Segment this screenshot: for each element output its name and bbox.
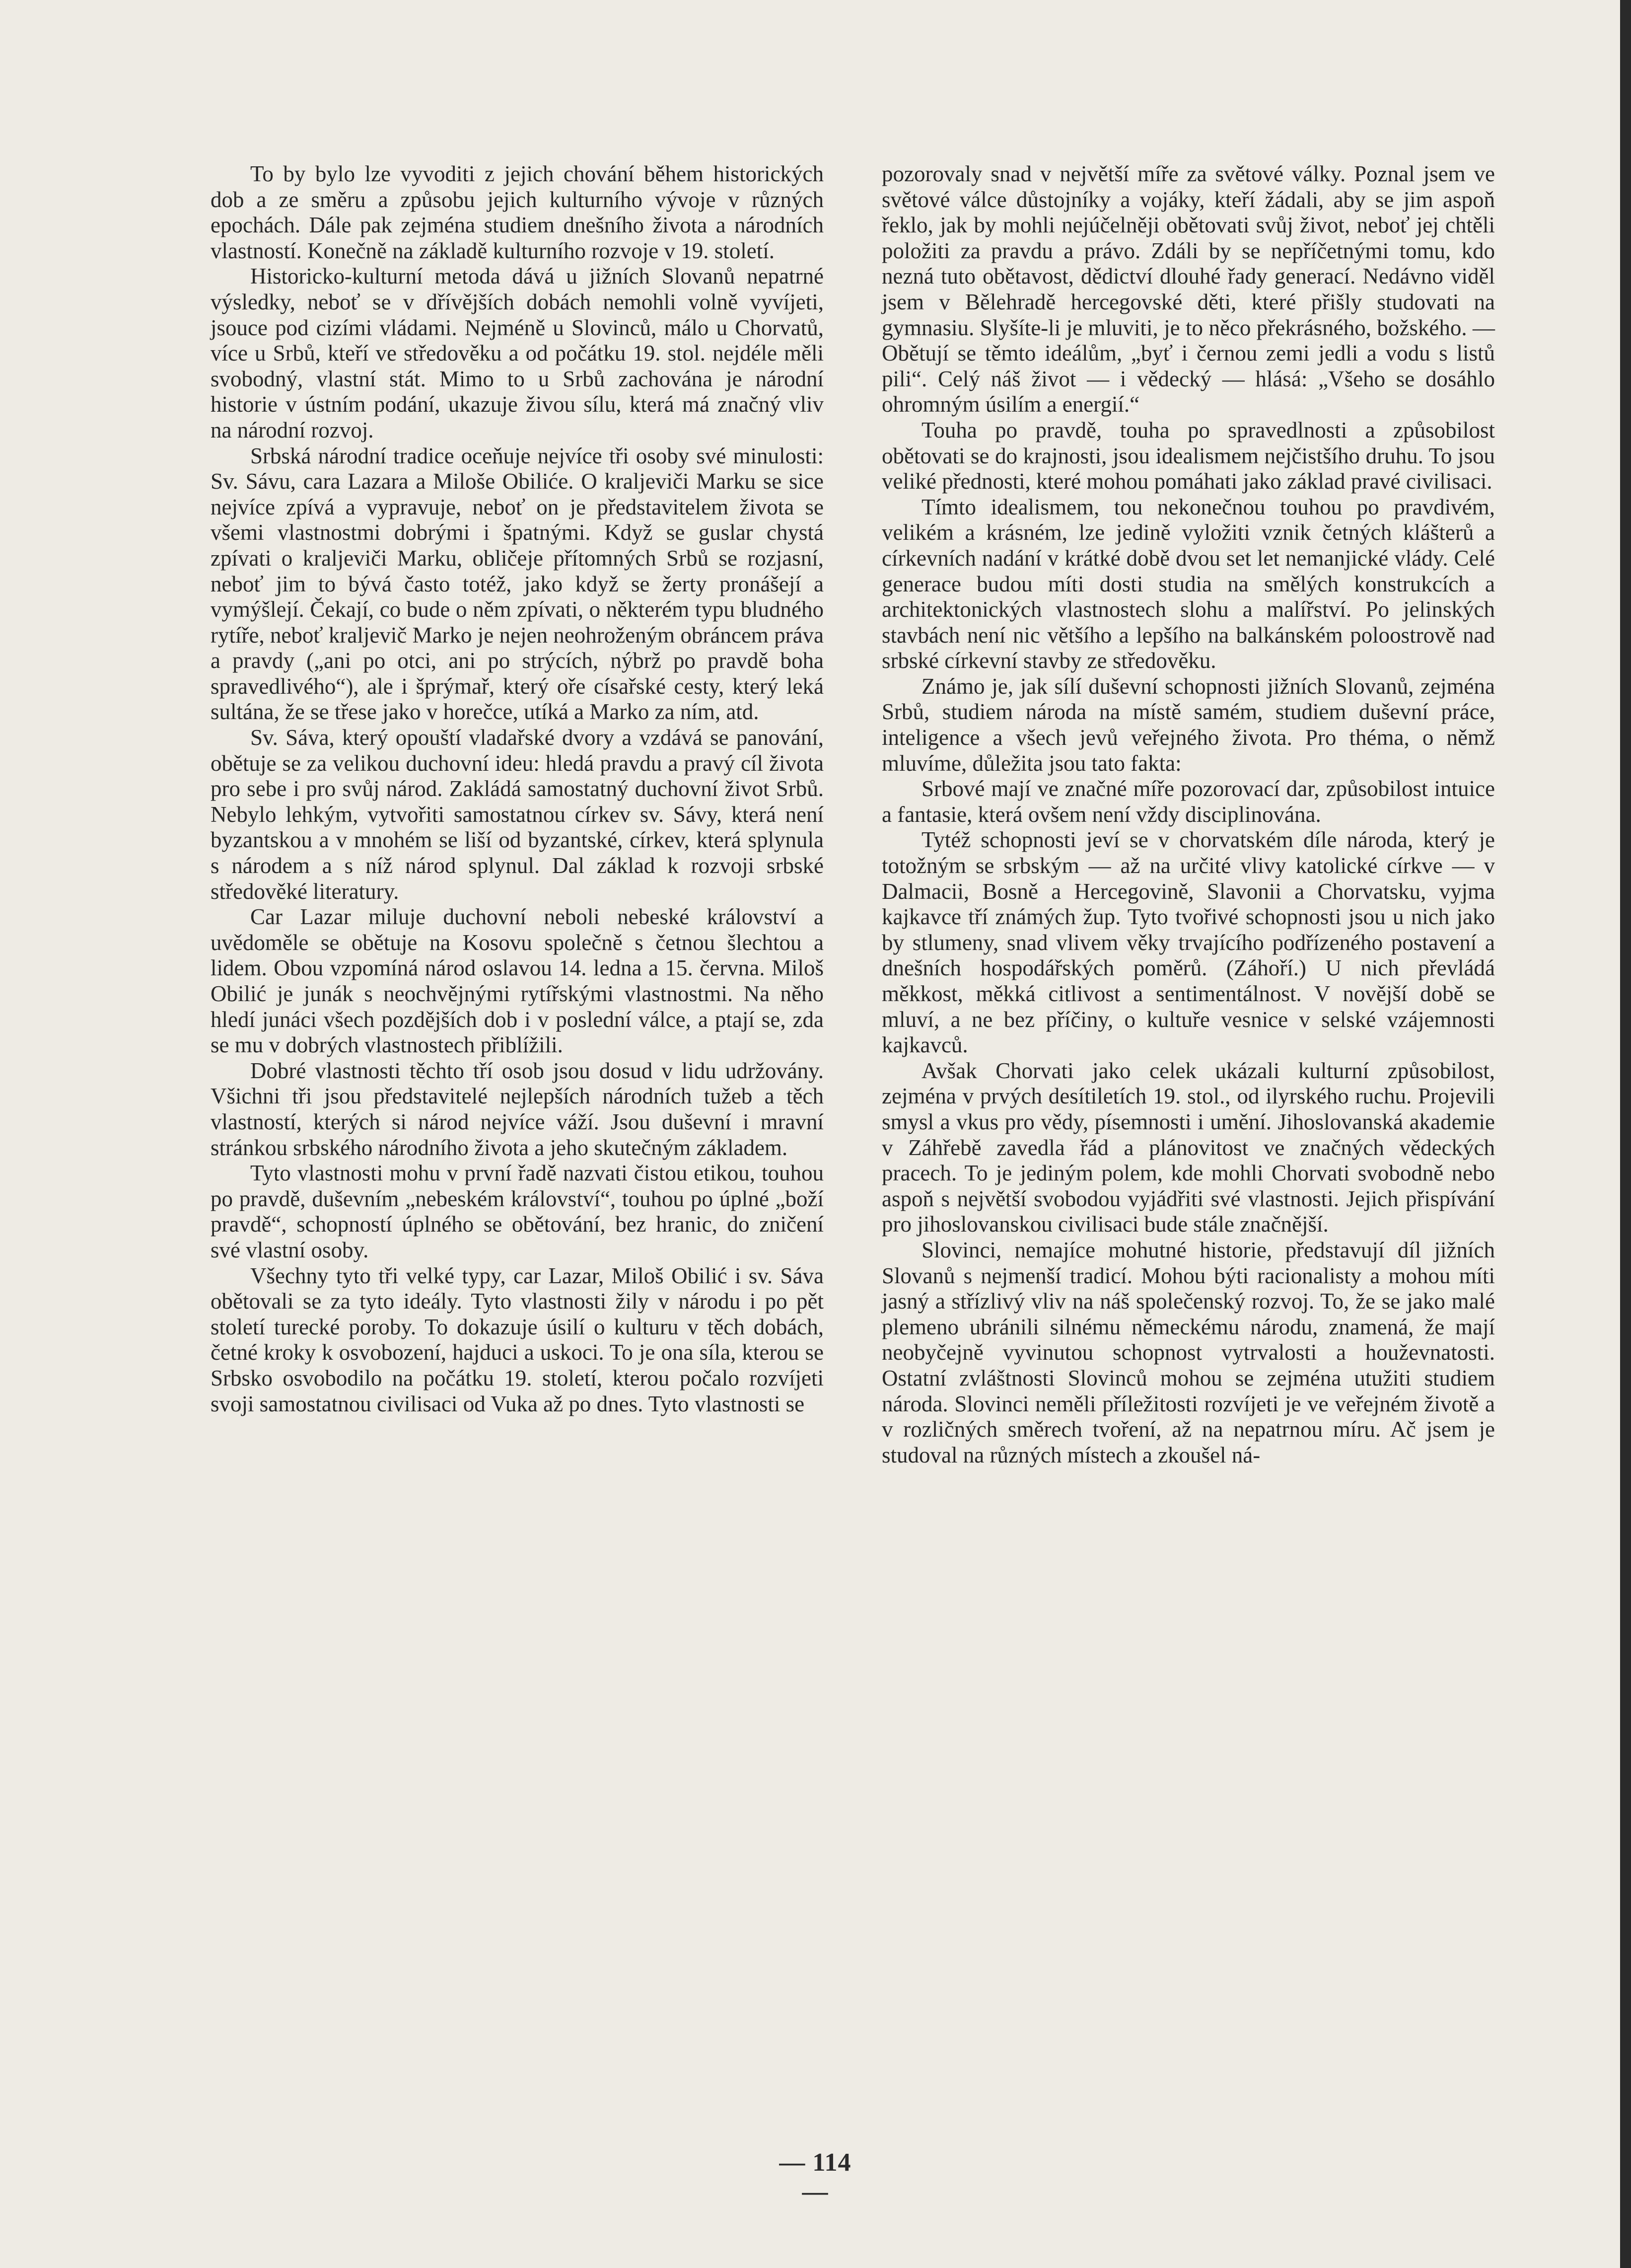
paragraph: Tímto idealismem, tou nekonečnou touhou po pravdivém, velikém a krásném, lze jedině vyložiti vznik četných klášterů a církevních nadání v krátké době dvou set let nemanjické vlády. Celé generace budou míti dosti studia na smělých konstrukcích a architektonických vlastnostech slohu a malířství. Po jelinských stavbách není nic většího a lepšího na balkánském poloostrově nad srbské církevní stavby ze středověku. [882,494,1495,673]
paragraph: Sv. Sáva, který opouští vladařské dvory a vzdává se panování, obětuje se za velikou duchovní ideu: hledá pravdu a pravý cíl života pro sebe i pro svůj národ. Zakládá samostatný duchovní život Srbů. Nebylo lehkým, vytvořiti samostatnou církev sv. Sávy, která není byzantskou a v mnohém se liší od byzantské, církev, která splynula s národem a s níž národ splynul. Dal základ k rozvoji srbské středověké literatury. [211,725,824,904]
right-text-column [882,161,1495,1468]
paragraph: Srbové mají ve značné míře pozorovací dar, způsobilost intuice a fantasie, která ovšem není vždy disciplinována. [882,776,1495,827]
paragraph: Historicko-kulturní metoda dává u jižních Slovanů nepatrné výsledky, neboť se v dřívějších dobách nemohli volně vyvíjeti, jsouce pod cizími vládami. Nejméně u Slovinců, málo u Chorvatů, více u Srbů, kteří ve středověku a od počátku 19. stol. nejdéle měli svobodný, vlastní stát. Mimo to u Srbů zachována je národní historie v ústním podání, ukazuje živou sílu, která má značný vliv na národní rozvoj. [211,264,824,442]
paragraph: Dobré vlastnosti těchto tří osob jsou dosud v lidu udržovány. Všichni tři jsou představitelé nejlepších národních tužeb a těch vlastností, kterých si národ nejvíce váží. Jsou duševní i mravní stránkou srbského národního života a jeho skutečným základem. [211,1058,824,1160]
paragraph: Tyto vlastnosti mohu v první řadě nazvati čistou etikou, touhou po pravdě, duševním „nebeském království“, touhou po úplné „boží pravdě“, schopností úplného se obětování, bez hranic, do zničení své vlastní osoby. [211,1161,824,1262]
left-text-column [211,161,824,1417]
paragraph: Srbská národní tradice oceňuje nejvíce tři osoby své minulosti: Sv. Sávu, cara Lazara a Miloše Obiliće. O kraljeviči Marku se sice nejvíce zpívá a vypravuje, neboť on je představitelem života se všemi vlastnostmi dobrými i špatnými. Když se guslar chystá zpívati o kraljeviči Marku, obličeje přítomných Srbů se rozjasní, neboť jim to bývá často totéž, jako když se žerty pronášejí a vymýšlejí. Čekají, co bude o něm zpívati, o některém typu bludného rytíře, neboť kraljevič Marko je nejen neohroženým obráncem práva a pravdy („ani po otci, ani po strýcích, nýbrž po pravdě boha spravedlivého“), ale i šprýmař, který oře císařské cesty, který leká sultána, že se třese jako v horečce, utíká a Marko za ním, atd. [211,443,824,725]
paragraph: Všechny tyto tři velké typy, car Lazar, Miloš Obilić i sv. Sáva obětovali se za tyto ideály. Tyto vlastnosti žily v národu i po pět století turecké poroby. To dokazuje úsilí o kulturu v těch dobách, četné kroky k osvobození, hajduci a uskoci. To je ona síla, kterou se Srbsko osvobodilo na počátku 19. století, kterou počalo rozvíjeti svoji samostatnou civilisaci od Vuka až po dnes. Tyto vlastnosti se [211,1263,824,1416]
paragraph: Slovinci, nemajíce mohutné historie, představují díl jižních Slovanů s nejmenší tradicí. Mohou býti racionalisty a mohou míti jasný a střízlivý vliv na náš společenský rozvoj. To, že se jako malé plemeno ubránili silnému německému národu, znamená, že mají neobyčejně vyvinutou schopnost vytrvalosti a houževnatosti. Ostatní zvláštnosti Slovinců mohou se zejména utužiti studiem národa. Slovinci neměli příležitosti rozvíjeti je ve veřejném životě a v rozličných směrech tvoření, až na nepatrnou míru. Ač jsem je studoval na různých místech a zkoušel ná- [882,1237,1495,1467]
paragraph: To by bylo lze vyvoditi z jejich chování během historických dob a ze směru a způsobu jejich kulturního vývoje v různých epochách. Dále pak zejména studiem dnešního života a národních vlastností. Konečně na základě kulturního rozvoje v 19. století. [211,161,824,263]
scan-edge [1620,0,1631,2268]
paragraph: Car Lazar miluje duchovní neboli nebeské království a uvědoměle se obětuje na Kosovu společně s četnou šlechtou a lidem. Obou vzpomíná národ oslavou 14. ledna a 15. června. Miloš Obilić je junák s neochvějnými rytířskými vlastnostmi. Na něho hledí junáci všech pozdějších dob i v poslední válce, a ptají se, zda se mu v dobrých vlastnostech přiblížili. [211,904,824,1058]
paragraph: Známo je, jak sílí duševní schopnosti jižních Slovanů, zejména Srbů, studiem národa na místě samém, studiem duševní práce, inteligence a všech jevů veřejného života. Pro théma, o němž mluvíme, důležita jsou tato fakta: [882,673,1495,776]
paragraph: Tytéž schopnosti jeví se v chorvatském díle národa, který je totožným se srbským — až na určité vlivy katolické církve — v Dalmacii, Bosně a Hercegovině, Slavonii a Chorvatsku, vyjma kajkavce tří známých žup. Tyto tvořivé schopnosti jsou u nich jako by stlumeny, snad vlivem věky trvajícího podřízeného postavení a dnešních hospodářských poměrů. (Záhoří.) U nich převládá měkkost, měkká citlivost a sentimentálnost. V novější době se mluví, a ne bez příčiny, o kultuře vesnice v selské vzájemnosti kajkavců. [882,827,1495,1058]
paragraph: pozorovaly snad v největší míře za světové války. Poznal jsem ve světové válce důstojníky a vojáky, kteří žádali, aby se jim aspoň řeklo, jak by mohli nejúčelněji obětovati svůj život, neboť jej chtěli položiti za pravdu a právo. Zdáli by se nepříčetnými tomu, kdo nezná tuto obětavost, dědictví dlouhé řady generací. Nedávno viděl jsem v Bělehradě hercegovské děti, které přišly studovati na gymnasiu. Slyšíte-li je mluviti, je to něco překrásného, božského. — Obětují se těmto ideálům, „byť i černou zemi jedli a vodu s listů pili“. Celý náš život — i vědecký — hlásá: „Všeho se dosáhlo ohromným úsilím a energií.“ [882,161,1495,417]
paragraph: Avšak Chorvati jako celek ukázali kulturní způsobilost, zejména v prvých desítiletích 19. stol., od ilyrského ruchu. Projevili smysl a vkus pro vědy, písemnosti i umění. Jihoslovanská akademie v Záhřebě zavedla řád a plánovitost ve značných vědeckých pracech. To je jediným polem, kde mohli Chorvati svobodně nebo aspoň s největší svobodou vyjádřiti své vlastnosti. Jejich přispívání pro jihoslovanskou civilisaci bude stále značnější. [882,1058,1495,1237]
page-number: — 114 — [779,2148,851,2206]
paragraph: Touha po pravdě, touha po spravedlnosti a způsobilost obětovati se do krajnosti, jsou idealismem nejčistšího druhu. To jsou veliké přednosti, které mohou pomáhati jako základ pravé civilisaci. [882,417,1495,494]
